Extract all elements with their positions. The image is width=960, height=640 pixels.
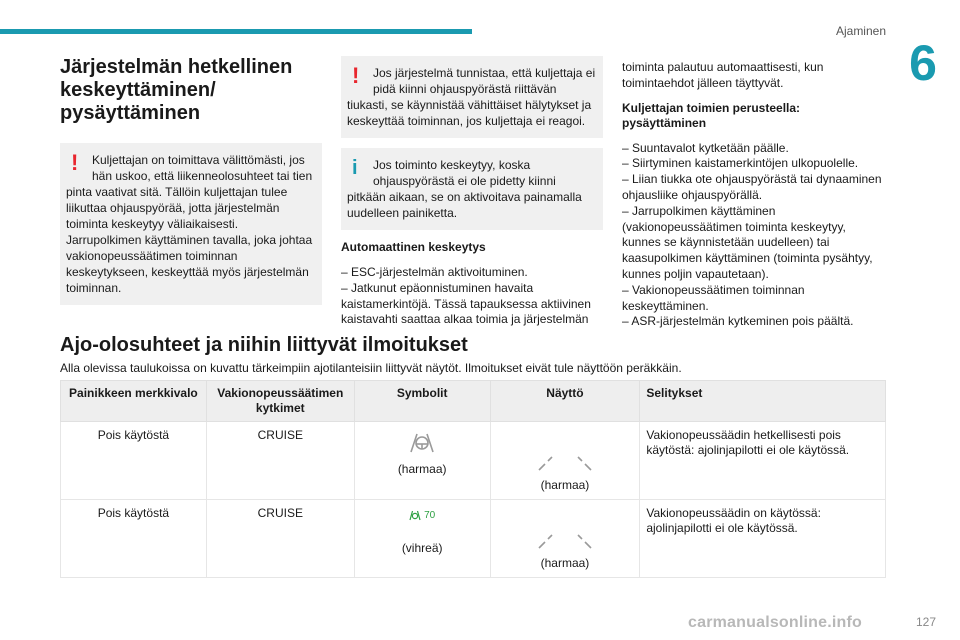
table-row (61, 422, 886, 500)
header-accent-bar (0, 29, 472, 34)
info-i-icon: i (352, 157, 358, 179)
col-header-display: Näyttö (490, 381, 640, 422)
lane-lines-display-icon (535, 526, 595, 550)
list-item: – Vakionopeussäätimen toiminnan keskeyttäminen. (622, 282, 805, 313)
col-header-symbols: Symbolit (354, 381, 490, 422)
watermark: carmanualsonline.info (688, 614, 863, 631)
cell-symbol (354, 422, 490, 500)
col-header-switches: Vakionopeussäätimen kytkimet (206, 381, 354, 422)
lane-lines-display-icon (535, 448, 595, 472)
cell-symbol (354, 500, 490, 578)
warning-exclamation-icon: ! (71, 150, 79, 175)
subheading-driver-stop: Kuljettajan toimien perusteella: pysäyttäminen (622, 100, 801, 130)
cell-switches: CRUISE (206, 500, 354, 578)
symbol-caption: (vihreä) (401, 541, 443, 555)
list-item: – Suuntavalot kytketään päälle. (622, 140, 789, 155)
col-header-explanations: Selitykset (640, 381, 886, 422)
info-box (341, 148, 603, 230)
section-label: Ajaminen (835, 24, 886, 38)
warning-box (341, 56, 603, 138)
display-caption: (harmaa) (540, 478, 590, 492)
chapter-number: 6 (909, 35, 937, 91)
subheading-auto-interrupt: Automaattinen keskeytys (341, 240, 486, 254)
list-item: – Jarrupolkimen käyttäminen (vakionopeussäätimen toiminta keskeytyy, kunnes se käynnistetään uudelleen) tai kaasupolkimen käyttäminen (toiminta pysähtyy, kunnes poljin vapautetaan). (622, 203, 873, 281)
speed-value: 70 (424, 510, 436, 521)
page-number: 127 (915, 615, 936, 629)
driver-stop-list (622, 141, 884, 331)
table-header-row (61, 381, 886, 422)
cell-explanation: Vakionopeussäädin hetkellisesti pois käytöstä: ajolinjapilotti ei ole käytössä. (640, 422, 886, 500)
list-item: – ASR-järjestelmän kytkeminen pois päältä. (622, 314, 854, 329)
display-caption: (harmaa) (540, 556, 590, 570)
section-heading-conditions: Ajo-olosuhteet ja niihin liittyvät ilmoitukset (60, 334, 468, 356)
conditions-table (60, 380, 886, 578)
list-item: – ESC-järjestelmän aktivoituminen. (341, 265, 528, 279)
warning-lead: Jos järjestelmä tunnistaa, että kuljettaja ei pidä kiinni ohjauspyörästä riittävän (373, 66, 596, 96)
cruise-active-symbol (409, 508, 435, 523)
col-header-button: Painikkeen merkkivalo (61, 381, 207, 422)
info-lead: Jos toiminto keskeytyy, koska ohjauspyörästä ei ole pidetty kiinni (373, 158, 556, 188)
cell-button: Pois käytöstä (61, 500, 207, 578)
column-3 (622, 60, 884, 330)
list-item: – Jatkunut epäonnistuminen havaita kaistamerkintöjä. Tässä tapauksessa aktiivinen kaistavahti saattaa alkaa toimia ja järjestelmän (341, 280, 591, 327)
cell-display (490, 500, 640, 578)
column-1 (60, 56, 322, 315)
warning-exclamation-icon: ! (352, 63, 360, 88)
section-intro: Alla olevissa taulukoissa on kuvattu tärkeimpiin ajotilanteisiin liittyvät näytöt. Ilmoitukset eivät tule näyttöön peräkkäin. (60, 361, 682, 375)
cell-display (490, 422, 640, 500)
symbol-caption: (harmaa) (397, 462, 447, 476)
column-2 (341, 56, 603, 328)
warning-text: pinta vaativat sitä. Tällöin kuljettajan tulee liikuttaa ohjauspyörää, jotta järjestelmän toiminta keskeytyy väliaikaisesti. Jarrupolkimen käyttäminen tavalla, joka johtaa vakionopeussäätimen toiminnan keskeytykseen, keskeyttää myös järjestelmän toiminnan. (66, 185, 313, 295)
list-item: – Liian tiukka ote ohjauspyörästä tai dynaaminen ohjausliike ohjauspyörällä. (622, 172, 882, 202)
table-row (61, 500, 886, 578)
warning-text: tiukasti, se käynnistää vähittäiset hälytykset ja keskeyttää toiminnan, jos kuljettaja ei reagoi. (347, 98, 592, 128)
cell-switches: CRUISE (206, 422, 354, 500)
list-item: – Siirtyminen kaistamerkintöjen ulkopuolelle. (622, 156, 859, 171)
section-heading: Järjestelmän hetkellinen keskeyttäminen/ pysäyttäminen (60, 56, 293, 124)
warning-lead: Kuljettajan on toimittava välittömästi, jos hän uskoo, että liikenneolosuhteet tai tien (92, 153, 313, 183)
steering-wheel-lanes-icon (407, 430, 437, 456)
auto-interrupt-list (341, 265, 603, 328)
cell-button: Pois käytöstä (61, 422, 207, 500)
continuation-text: toiminta palautuu automaattisesti, kun toimintaehdot jälleen täyttyvät. (622, 60, 824, 90)
info-text: pitkään aikaan, se on aktivoitava painamalla uudelleen painiketta. (347, 190, 582, 220)
warning-box (60, 143, 322, 305)
cell-explanation: Vakionopeussäädin on käytössä: ajolinjapilotti ei ole käytössä. (640, 500, 886, 578)
steering-wheel-lanes-icon (409, 510, 421, 521)
